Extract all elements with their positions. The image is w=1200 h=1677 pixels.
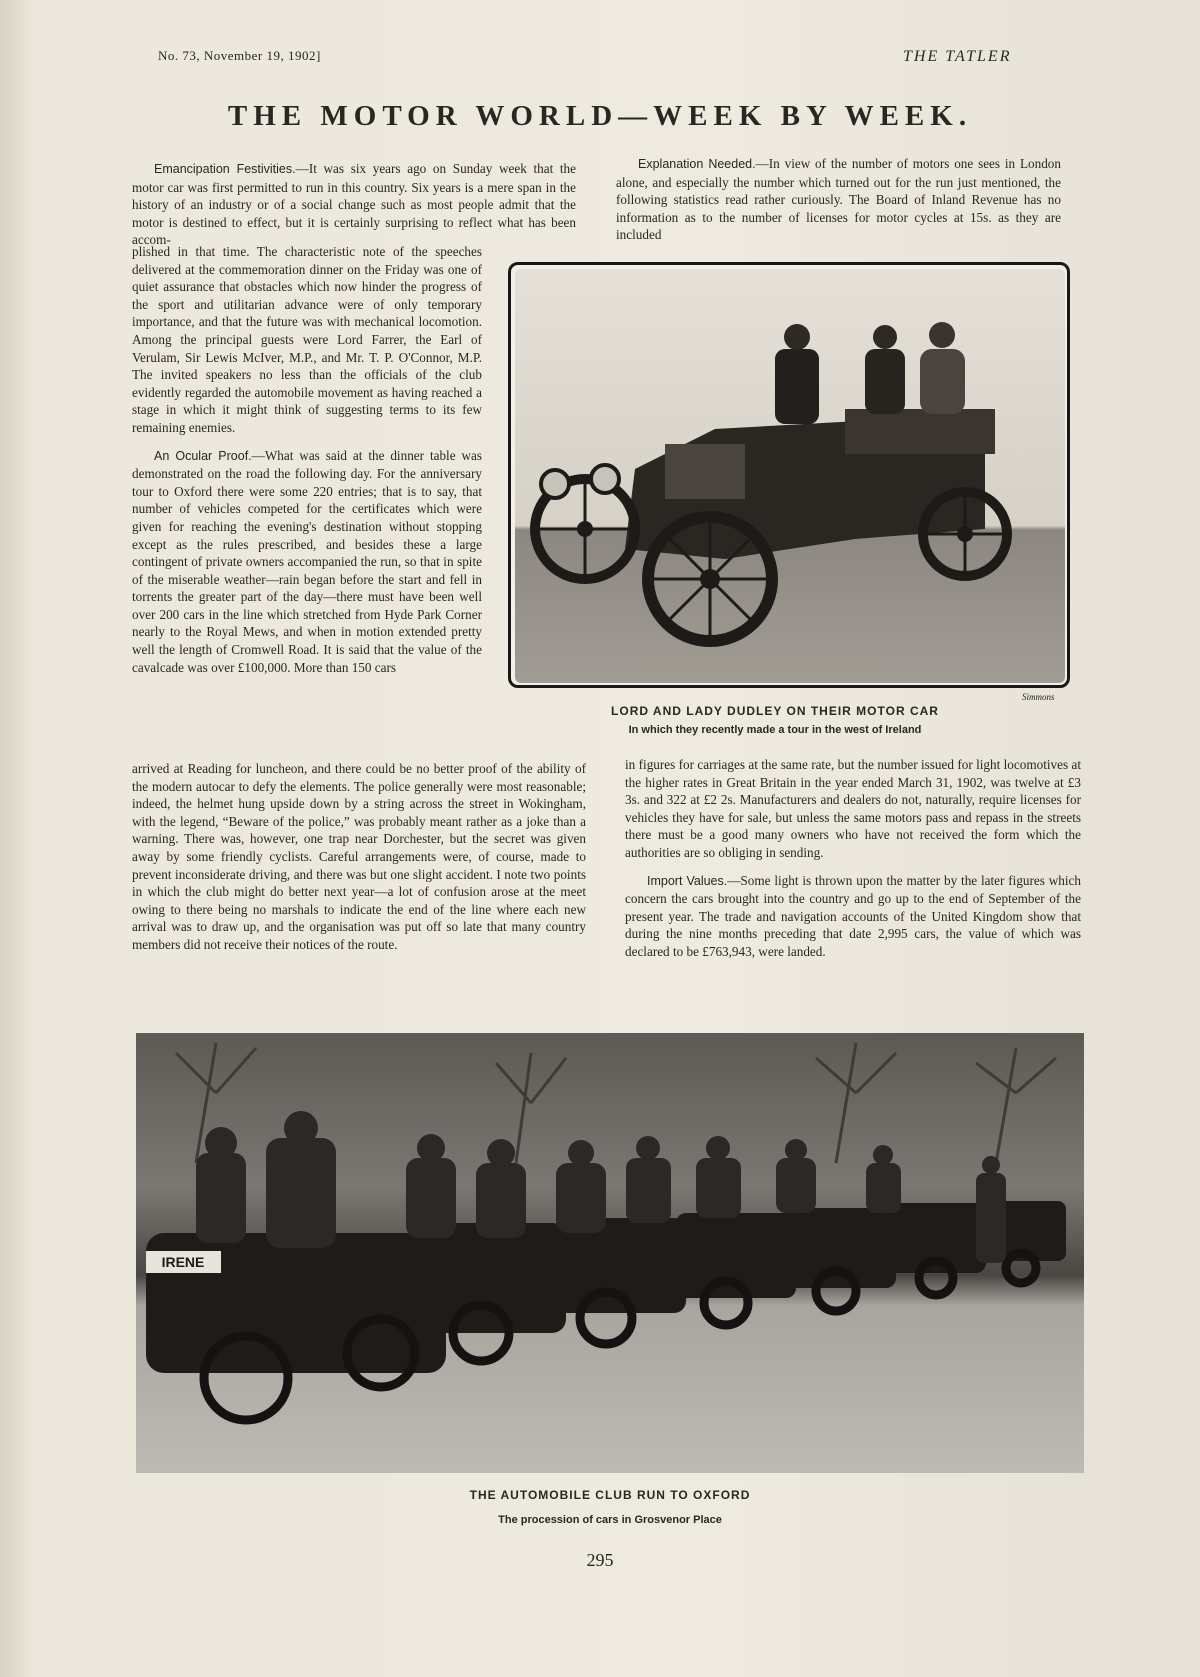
ocular-continuation [132, 760, 586, 964]
right-column-lower [625, 756, 1081, 971]
dudley-motor-car-photo [508, 262, 1070, 688]
left-narrow-column [132, 243, 482, 686]
explanation-text-b: in figures for carriages at the same rate, but the number issued for light locomotives at the higher rates in Great Britain in the year ended March 31, 1902, was twelve at £3 3s. and 322 at £2 2s. Manufacturers and dealers do not, naturally, require licenses for vehicles they have for sale, but unless the same motors pass and repass in the streets there must be a good many owners who have not received the form which the authorities are so obliging in sending. [625, 757, 1081, 860]
explanation-text-a: —In view of the number of motors one sees in London alone, and especially the number which turned out for the run just mentioned, the following statistics read rather curiously. The Board of Inland Revenue has no information as to the number of licenses for motor cycles at 15s. as they are included [616, 156, 1061, 243]
car-plate-label: IRENE [161, 1254, 205, 1270]
motor-car-illustration [515, 269, 1065, 683]
ocular-text-b: arrived at Reading for luncheon, and there could be no better proof of the ability of the modern autocar to defy the elements. The police generally were most reasonable; indeed, the helmet hung upside down by a string across the street in Wokingham, with the legend, “Beware of the police,” was probably meant rather as a joke than a warning. There was, however, one trap near Dorchester, but the secret was given away by some friendly cyclists. Careful arrangements were, of course, made to prevent inconsiderate driving, and there was but one slight accident. I note two points in which the club might do better next year—a lot of confusion arose at the meet owing to there being no marshals to indicate the end of the line where each new arrival was to draw up, and the organisation was put off so late that many country members did not receive their notices of the route. [132, 761, 586, 952]
ocular-text-a: —What was said at the dinner table was demonstrated on the road the following day. For the anniversary tour to Oxford there were some 220 entries; that is to say, that number of vehicles competed for the certificates which were given for reaching the evening's destination without stopping except as the rules prescribed, and besides these a large contingent of private owners accompanied the run, so that in spite of the miserable weather—rain began before the start and fell in torrents the greater part of the day—there must have been well over 200 cars in the line which stretched from Hyde Park Corner nearly to the Royal Mews, and when in motion extended pretty well the length of Cromwell Road. It is said that the value of the cavalcade was over £100,000. More than 150 cars [132, 447, 482, 675]
import-text: —Some light is thrown upon the matter by the later figures which concern the cars brought into the country and go up to the end of September of the present year. The trade and navigation accounts of the United Kingdom show that during the nine months preceding that date 2,995 cars, the value of which was declared to be £763,943, were landed. [625, 872, 1081, 959]
procession-illustration [136, 1033, 1084, 1473]
issue-header: No. 73, November 19, 1902] [158, 48, 321, 63]
page-title: THE MOTOR WORLD—WEEK BY WEEK. [227, 100, 973, 132]
emancipation-heading: Emancipation Festivities. [154, 162, 296, 176]
explanation-paragraph-start [616, 155, 1061, 254]
photo1-caption: LORD AND LADY DUDLEY ON THEIR MOTOR CAR [611, 704, 939, 718]
photo2-subcaption: The procession of cars in Grosvenor Place [498, 1514, 722, 1526]
emancipation-text-b: plished in that time. The characteristic note of the speeches delivered at the commemoration dinner on the Friday was one of quiet assurance that obstacles which now hinder the progress of the sport and utilitarian advance were of only temporary importance, and that the future was with mechanical locomotion. Among the principal guests were Lord Farrer, the Earl of Verulam, Sir Lewis McIver, M.P., and Mr. T. P. O'Connor, M.P. The invited speakers no less than the officials of the club evidently regarded the automobile movement as having reached a stage in which it might think of suggesting terms to its few remaining enemies. [132, 244, 482, 435]
import-heading: Import Values. [647, 873, 728, 888]
photo1-subcaption: In which they recently made a tour in the west of Ireland [628, 724, 922, 736]
photo-credit: Simmons [1022, 692, 1055, 702]
emancipation-text-a: —It was six years ago on Sunday week that the motor car was first permitted to run in this country. Six years is a mere span in the history of an industry or of a social change such as most people admit that the motor is destined to effect, but it is certainly surprising to reflect what has been accom- [132, 161, 576, 248]
page-number: 295 [586, 1550, 614, 1570]
club-run-photo [136, 1033, 1084, 1473]
photo2-caption: THE AUTOMOBILE CLUB RUN TO OXFORD [469, 1488, 751, 1502]
ocular-heading: An Ocular Proof. [154, 448, 252, 463]
explanation-heading: Explanation Needed. [638, 157, 756, 171]
journal-header: THE TATLER [903, 48, 1012, 65]
